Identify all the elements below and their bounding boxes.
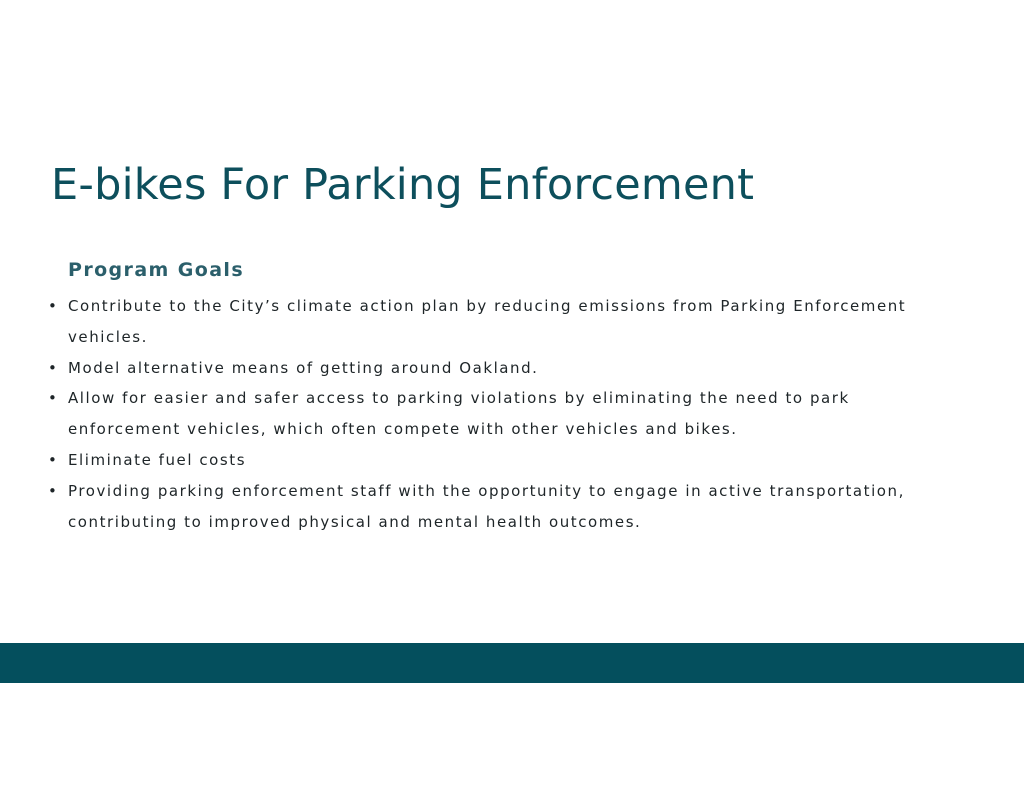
goal-text: Contribute to the City’s climate action plan by reducing emissions from Parking Enforcement vehicles. (68, 297, 907, 346)
bullet-icon: • (48, 297, 57, 315)
goal-item (46, 476, 926, 538)
goal-text: Providing parking enforcement staff with the opportunity to engage in active transportation, contributing to improved physical and mental health outcomes. (68, 481, 905, 531)
bullet-icon: • (48, 358, 57, 377)
slide-title: E-bikes For Parking Enforcement (51, 160, 755, 210)
footer-band (0, 643, 1024, 683)
goals-list (46, 291, 926, 537)
goal-text: Eliminate fuel costs (68, 450, 247, 469)
section-subtitle: Program Goals (68, 259, 245, 281)
bullet-icon: • (48, 450, 57, 469)
bullet-icon: • (48, 481, 57, 500)
goal-item (46, 383, 926, 445)
goal-text: Allow for easier and safer access to parking violations by eliminating the need to park enforcement vehicles, which often compete with other vehicles and bikes. (68, 389, 850, 439)
goal-item (46, 291, 926, 353)
goal-item (46, 445, 926, 476)
goal-item (46, 353, 926, 384)
goal-text: Model alternative means of getting around Oakland. (68, 358, 539, 377)
bullet-icon: • (48, 389, 57, 408)
